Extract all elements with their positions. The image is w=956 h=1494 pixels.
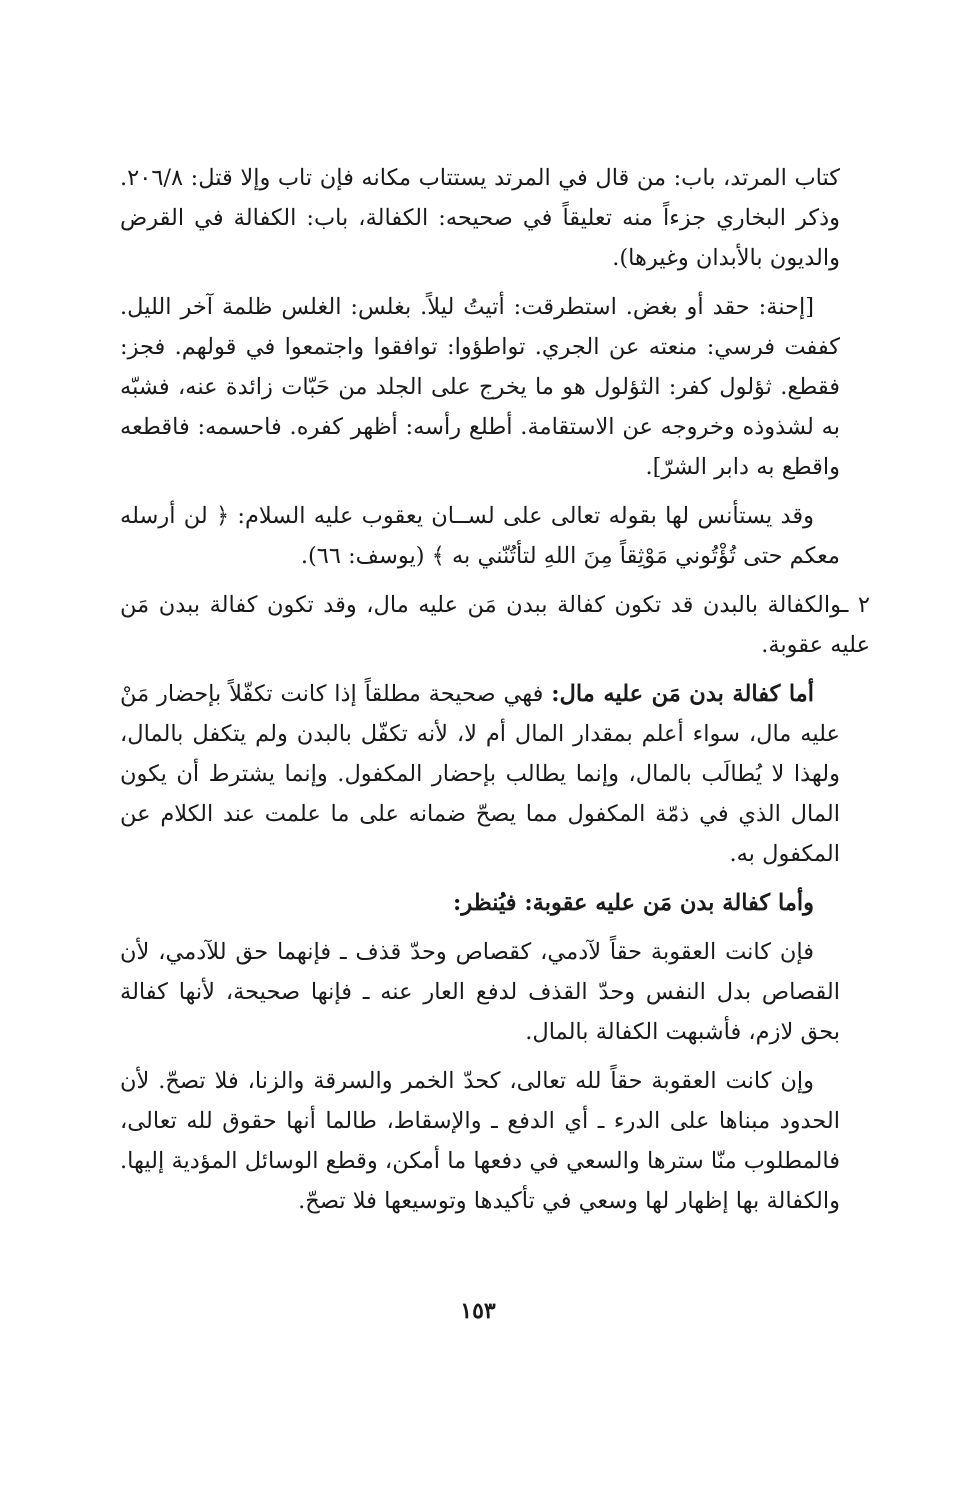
paragraph-text: فيُنظر: [453, 890, 525, 916]
human-right-paragraph: فإن كانت العقوبة حقاً لآدمي، كقصاص وحدّ قذف ـ فإنهما حق للآدمي، لأن القصاص بدل النفس وحدّ القذف لدفع العار عنه ـ فإنها صحيحة، لأنها كفالة بحق لازم، فأشبهت الكفالة بالمال. [120, 939, 840, 1045]
divine-right-paragraph: وإن كانت العقوبة حقاً لله تعالى، كحدّ الخمر والسرقة والزنا، فلا تصحّ. لأن الحدود مبناها على الدرء ـ أي الدفع ـ والإسقاط، طالما أنها حقوق لله تعالى، فالمطلوب منّا سترها والسعي في دفعها ما أمكن، وقطع الوسائل المؤدية إليها. والكفالة بها إظهار لها وسعي في تأكيدها وتوسيعها فلا تصحّ. [120, 1068, 840, 1214]
quran-citation-paragraph: وقد يستأنس لها بقوله تعالى على لســان يعقوب عليه السلام: ﴿ لن أرسله معكم حتى تُؤْتُوني مَوْثِقاً مِنَ اللهِ لتأتُنّني به ﴾ (يوسف: ٦٦). [120, 503, 840, 569]
page-number: ١٥٣ [460, 1298, 496, 1324]
financial-guarantee-paragraph [120, 674, 840, 874]
paragraph-text: والكفالة بالبدن قد تكون كفالة ببدن مَن عليه مال، وقد تكون كفالة ببدن مَن عليه عقوبة. [120, 592, 870, 658]
glossary-paragraph: [إحنة: حقد أو بغض. استطرقت: أتيتُ ليلاً. بغلس: الغلس ظلمة آخر الليل. كففت فرسي: منعته عن الجري. تواطؤوا: توافقوا واجتمعوا في قولهم. فجز: فقطع. ثؤلول كفر: الثؤلول هو ما يخرج على الجلد من حَبّات زائدة عنه، فشبّه به لشذوذه وخروجه عن الاستقامة. أطلع رأسه: أظهر كفره. فاحسمه: فاقطعه واقطع به دابر الشرّ]. [120, 294, 840, 480]
numbered-paragraph-2 [120, 585, 870, 665]
paragraph-number: ٢ ـ [841, 592, 870, 618]
page-body [120, 158, 870, 1230]
punishment-guarantee-heading [120, 883, 840, 923]
paragraph-heading: وأما كفالة بدن مَن عليه عقوبة: [524, 890, 814, 916]
footnote-continuation: كتاب المرتد، باب: من قال في المرتد يستتاب مكانه فإن تاب وإلا قتل: ٢٠٦/٨. وذكر البخاري جزءاً منه تعليقاً في صحيحه: الكفالة، باب: الكفالة في القرض والديون بالأبدان وغيرها). [120, 165, 840, 271]
paragraph-heading: أما كفالة بدن مَن عليه مال: [551, 681, 814, 707]
paragraph-text: فهي صحيحة مطلقاً إذا كانت تكفّلاً بإحضار مَنْ عليه مال، سواء أعلم بمقدار المال أم لا، لأنه تكفّل بالبدن ولم يتكفل بالمال، ولهذا لا يُطالَب بالمال، وإنما يطالب بإحضار المكفول. وإنما يشترط أن يكون المال الذي في ذمّة المكفول مما يصحّ ضمانه على ما علمت عند الكلام عن المكفول به. [120, 681, 840, 867]
